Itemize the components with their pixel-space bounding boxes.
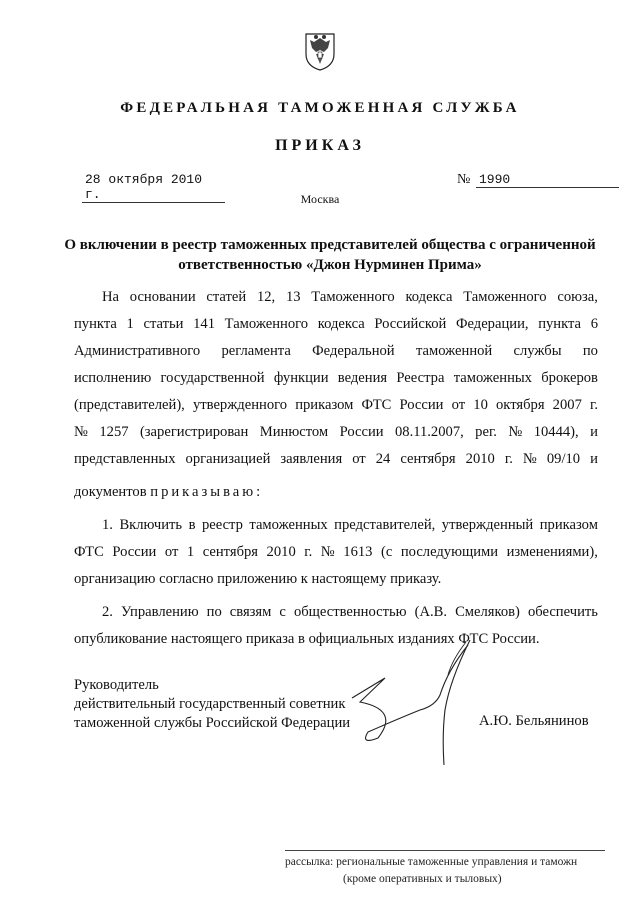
order-title [60, 235, 600, 275]
city: Москва [300, 192, 340, 206]
preamble-line: Административного регламента Федеральной таможенной службы по [74, 343, 598, 359]
preamble-line: пункта 1 статьи 141 Таможенного кодекса Российской Федерации, пункта 6 [74, 316, 598, 332]
distribution-list [285, 850, 605, 888]
preamble-line: На основании статей 12, 13 Таможенного кодекса Таможенного союза, [102, 289, 598, 305]
item-1-line: ФТС России от 1 сентября 2010 г. № 1613 (с последующими изменениями), [74, 544, 598, 560]
position-line: Руководитель [74, 677, 159, 693]
title-line: ответственностью «Джон Нурминен Прима» [178, 257, 482, 273]
order-word-prefix: документов [74, 484, 147, 500]
document-type: ПРИКАЗ [275, 137, 365, 154]
number-label: № [457, 172, 471, 187]
preamble-line: представленных организацией заявления от 24 сентября 2010 г. № 09/10 и [74, 451, 598, 467]
coat-of-arms-emblem [300, 28, 340, 72]
order-number: 1990 [476, 172, 619, 188]
order-body [74, 284, 598, 653]
item-1-line: организацию согласно приложению к настоящему приказу. [74, 571, 442, 587]
preamble-line: (представителей), утвержденного приказом ФТС России от 10 октября 2007 г. [74, 397, 598, 413]
order-word: приказываю: [150, 484, 264, 500]
item-2-line: 2. Управлению по связям с общественностью (А.В. Смеляков) обеспечить [102, 604, 598, 620]
handwritten-signature [340, 640, 480, 770]
distribution-line: рассылка: региональные таможенные управления и таможн [285, 856, 578, 868]
order-word-line [74, 479, 598, 506]
signatory-position [74, 676, 350, 733]
item-1-line: 1. Включить в реестр таможенных представителей, утвержденный приказом [102, 517, 598, 533]
distribution-line: (кроме оперативных и тыловых) [343, 873, 502, 885]
position-line: таможенной службы Российской Федерации [74, 715, 351, 731]
item-2-line: опубликование настоящего приказа в официальных изданиях ФТС России. [74, 631, 540, 647]
position-line: действительный государственный советник [74, 696, 346, 712]
preamble-line: № 1257 (зарегистрирован Минюстом России 08.11.2007, рег. № 10444), и [74, 424, 598, 440]
order-date: 28 октября 2010 г. [82, 172, 225, 203]
title-line: О включении в реестр таможенных представителей общества с ограниченной [64, 237, 596, 253]
preamble-line: исполнению государственной функции ведения Реестра таможенных брокеров [74, 370, 598, 386]
signatory-name: А.Ю. Бельянинов [479, 713, 589, 729]
agency-name: ФЕДЕРАЛЬНАЯ ТАМОЖЕННАЯ СЛУЖБА [120, 100, 520, 116]
